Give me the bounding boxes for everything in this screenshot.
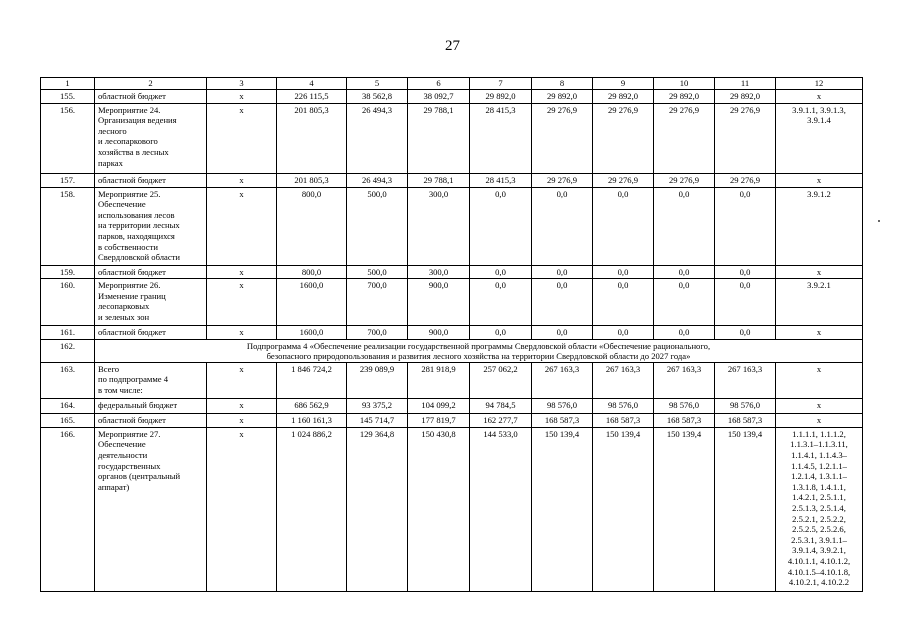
row-marker: x [207, 413, 277, 427]
column-number-row [41, 78, 863, 90]
reference-cell: 3.9.1.1, 3.9.1.3, 3.9.1.4 [776, 103, 863, 173]
amount-cell: 150 139,4 [532, 427, 593, 591]
column-number: 6 [408, 78, 470, 90]
table-row [41, 265, 863, 279]
amount-cell: 168 587,3 [532, 413, 593, 427]
amount-cell: 800,0 [277, 265, 347, 279]
amount-cell: 900,0 [408, 326, 470, 340]
row-marker: x [207, 362, 277, 398]
amount-cell: 29 276,9 [532, 173, 593, 187]
amount-cell: 267 163,3 [593, 362, 654, 398]
row-marker: x [207, 90, 277, 104]
amount-cell: 0,0 [715, 279, 776, 326]
amount-cell: 201 805,3 [277, 103, 347, 173]
row-number: 159. [41, 265, 95, 279]
amount-cell: 29 892,0 [593, 90, 654, 104]
amount-cell: 98 576,0 [654, 398, 715, 413]
amount-cell: 29 276,9 [593, 173, 654, 187]
amount-cell: 162 277,7 [470, 413, 532, 427]
row-name: Мероприятие 25. Обеспечение использования лесов на территории лесных парков, находящихся в собственности Свердловской области [95, 187, 207, 265]
subprogram-title: Подпрограмма 4 «Обеспечение реализации государственной программы Свердловской области «Обеспечение рационального, безопасного природопользования и развития лесного хозяйства на территории Свердловской области до 2027 года» [95, 339, 863, 362]
amount-cell: 177 819,7 [408, 413, 470, 427]
amount-cell: 0,0 [715, 187, 776, 265]
column-number: 8 [532, 78, 593, 90]
reference-cell: x [776, 265, 863, 279]
amount-cell: 94 784,5 [470, 398, 532, 413]
amount-cell: 267 163,3 [654, 362, 715, 398]
table-row [41, 90, 863, 104]
amount-cell: 1 024 886,2 [277, 427, 347, 591]
amount-cell: 0,0 [715, 265, 776, 279]
column-number: 3 [207, 78, 277, 90]
row-number: 157. [41, 173, 95, 187]
reference-cell: x [776, 326, 863, 340]
amount-cell: 239 089,9 [347, 362, 408, 398]
amount-cell: 29 892,0 [654, 90, 715, 104]
column-number: 9 [593, 78, 654, 90]
amount-cell: 201 805,3 [277, 173, 347, 187]
row-number: 164. [41, 398, 95, 413]
table-row [41, 173, 863, 187]
page-number: 27 [445, 38, 460, 54]
row-number: 158. [41, 187, 95, 265]
amount-cell: 104 099,2 [408, 398, 470, 413]
amount-cell: 28 415,3 [470, 173, 532, 187]
row-marker: x [207, 279, 277, 326]
reference-cell: x [776, 90, 863, 104]
column-number: 5 [347, 78, 408, 90]
amount-cell: 0,0 [654, 187, 715, 265]
amount-cell: 29 276,9 [654, 173, 715, 187]
row-name: Мероприятие 27. Обеспечение деятельности государственных органов (центральный аппарат) [95, 427, 207, 591]
table-row [41, 398, 863, 413]
amount-cell: 129 364,8 [347, 427, 408, 591]
amount-cell: 93 375,2 [347, 398, 408, 413]
row-name: Мероприятие 26. Изменение границ лесопарковых и зеленых зон [95, 279, 207, 326]
amount-cell: 1 160 161,3 [277, 413, 347, 427]
amount-cell: 0,0 [532, 187, 593, 265]
amount-cell: 257 062,2 [470, 362, 532, 398]
amount-cell: 150 139,4 [654, 427, 715, 591]
row-name: областной бюджет [95, 326, 207, 340]
table-row [41, 413, 863, 427]
amount-cell: 26 494,3 [347, 173, 408, 187]
amount-cell: 150 139,4 [593, 427, 654, 591]
amount-cell: 29 788,1 [408, 103, 470, 173]
column-number: 12 [776, 78, 863, 90]
table-row [41, 187, 863, 265]
amount-cell: 38 562,8 [347, 90, 408, 104]
amount-cell: 0,0 [654, 326, 715, 340]
amount-cell: 145 714,7 [347, 413, 408, 427]
amount-cell: 226 115,5 [277, 90, 347, 104]
reference-cell: 3.9.2.1 [776, 279, 863, 326]
amount-cell: 300,0 [408, 265, 470, 279]
amount-cell: 29 892,0 [532, 90, 593, 104]
row-number: 166. [41, 427, 95, 591]
row-name: областной бюджет [95, 265, 207, 279]
table-row [41, 362, 863, 398]
row-marker: x [207, 173, 277, 187]
row-number: 162. [41, 339, 95, 362]
amount-cell: 0,0 [470, 279, 532, 326]
amount-cell: 29 276,9 [532, 103, 593, 173]
amount-cell: 98 576,0 [532, 398, 593, 413]
amount-cell: 0,0 [593, 326, 654, 340]
reference-cell: x [776, 398, 863, 413]
amount-cell: 38 092,7 [408, 90, 470, 104]
row-number: 160. [41, 279, 95, 326]
amount-cell: 686 562,9 [277, 398, 347, 413]
amount-cell: 0,0 [654, 265, 715, 279]
amount-cell: 0,0 [715, 326, 776, 340]
amount-cell: 800,0 [277, 187, 347, 265]
amount-cell: 0,0 [470, 265, 532, 279]
column-number: 4 [277, 78, 347, 90]
row-marker: x [207, 103, 277, 173]
column-number: 11 [715, 78, 776, 90]
amount-cell: 150 139,4 [715, 427, 776, 591]
amount-cell: 700,0 [347, 279, 408, 326]
row-number: 161. [41, 326, 95, 340]
amount-cell: 500,0 [347, 265, 408, 279]
row-name: Всего по подпрограмме 4 в том числе: [95, 362, 207, 398]
scan-speck [878, 220, 880, 222]
amount-cell: 29 276,9 [654, 103, 715, 173]
row-name: областной бюджет [95, 413, 207, 427]
amount-cell: 1 846 724,2 [277, 362, 347, 398]
amount-cell: 300,0 [408, 187, 470, 265]
column-number: 10 [654, 78, 715, 90]
amount-cell: 98 576,0 [715, 398, 776, 413]
row-marker: x [207, 187, 277, 265]
amount-cell: 29 788,1 [408, 173, 470, 187]
amount-cell: 168 587,3 [654, 413, 715, 427]
reference-cell: x [776, 362, 863, 398]
amount-cell: 98 576,0 [593, 398, 654, 413]
amount-cell: 500,0 [347, 187, 408, 265]
row-marker: x [207, 265, 277, 279]
row-number: 155. [41, 90, 95, 104]
row-name: областной бюджет [95, 90, 207, 104]
column-number: 7 [470, 78, 532, 90]
row-name: Мероприятие 24. Организация ведения лесного и лесопаркового хозяйства в лесных парках [95, 103, 207, 173]
amount-cell: 0,0 [654, 279, 715, 326]
amount-cell: 267 163,3 [532, 362, 593, 398]
budget-table [40, 77, 863, 592]
amount-cell: 150 430,8 [408, 427, 470, 591]
table-row [41, 427, 863, 591]
row-marker: x [207, 427, 277, 591]
row-marker: x [207, 326, 277, 340]
row-number: 156. [41, 103, 95, 173]
amount-cell: 0,0 [593, 187, 654, 265]
subprogram-row [41, 339, 863, 362]
row-name: областной бюджет [95, 173, 207, 187]
amount-cell: 168 587,3 [715, 413, 776, 427]
amount-cell: 28 415,3 [470, 103, 532, 173]
amount-cell: 1600,0 [277, 326, 347, 340]
row-number: 165. [41, 413, 95, 427]
row-number: 163. [41, 362, 95, 398]
table-row [41, 279, 863, 326]
row-marker: x [207, 398, 277, 413]
amount-cell: 144 533,0 [470, 427, 532, 591]
amount-cell: 29 892,0 [715, 90, 776, 104]
reference-cell: x [776, 413, 863, 427]
reference-cell: 1.1.1.1, 1.1.1.2, 1.1.3.1–1.1.3.11, 1.1.4.1, 1.1.4.3– 1.1.4.5, 1.2.1.1– 1.2.1.4, 1.3.1.1– 1.3.1.8, 1.4.1.1, 1.4.2.1, 2.5.1.1, 2.5.1.3, 2.5.1.4, 2.5.2.1, 2.5.2.2, 2.5.2.5, 2.5.2.6, 2.5.3.1, 3.9.1.1– 3.9.1.4, 3.9.2.1, 4.10.1.1, 4.10.1.2, 4.10.1.5–4.10.1.8, 4.10.2.1, 4.10.2.2 [776, 427, 863, 591]
column-number: 1 [41, 78, 95, 90]
amount-cell: 0,0 [532, 279, 593, 326]
amount-cell: 29 276,9 [715, 173, 776, 187]
amount-cell: 168 587,3 [593, 413, 654, 427]
amount-cell: 0,0 [593, 279, 654, 326]
reference-cell: x [776, 173, 863, 187]
amount-cell: 0,0 [470, 187, 532, 265]
amount-cell: 0,0 [532, 265, 593, 279]
column-number: 2 [95, 78, 207, 90]
amount-cell: 0,0 [470, 326, 532, 340]
amount-cell: 29 892,0 [470, 90, 532, 104]
amount-cell: 900,0 [408, 279, 470, 326]
row-name: федеральный бюджет [95, 398, 207, 413]
table-row [41, 103, 863, 173]
amount-cell: 267 163,3 [715, 362, 776, 398]
table-row [41, 326, 863, 340]
amount-cell: 29 276,9 [593, 103, 654, 173]
reference-cell: 3.9.1.2 [776, 187, 863, 265]
amount-cell: 26 494,3 [347, 103, 408, 173]
amount-cell: 281 918,9 [408, 362, 470, 398]
amount-cell: 29 276,9 [715, 103, 776, 173]
amount-cell: 700,0 [347, 326, 408, 340]
amount-cell: 1600,0 [277, 279, 347, 326]
amount-cell: 0,0 [532, 326, 593, 340]
amount-cell: 0,0 [593, 265, 654, 279]
